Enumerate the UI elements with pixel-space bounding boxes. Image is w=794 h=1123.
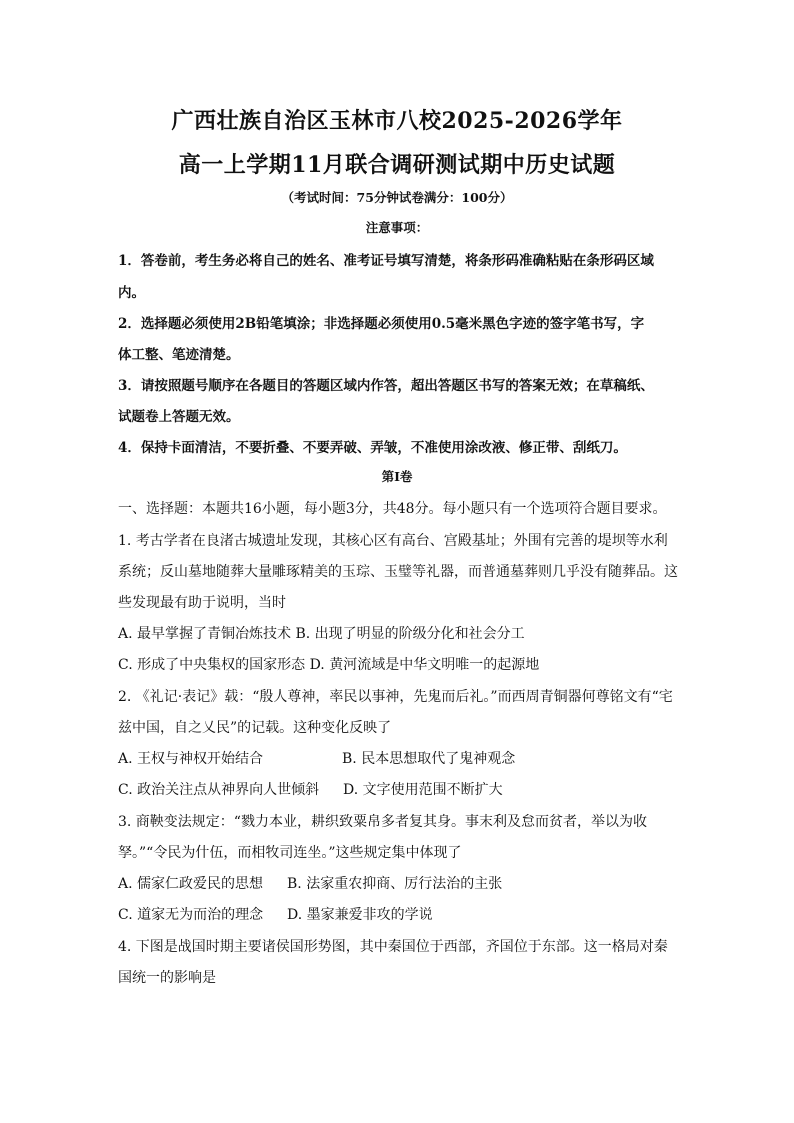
question-3-option-a: A. 儒家仁政爱民的思想 — [118, 876, 264, 892]
question-2-stem: 兹中国，自之乂民”的记载。这种变化反映了 — [118, 720, 392, 736]
section-instructions: 一、选择题：本题共16小题，每小题3分，共48分。每小题只有一个选项符合题目要求。 — [118, 501, 667, 517]
notice-heading: 注意事项： — [365, 220, 429, 235]
question-1-stem: 1. 考古学者在良渚古城遗址发现，其核心区有高台、宫殿基址；外围有完善的堤坝等水利 — [118, 533, 668, 549]
question-3-option-c: C. 道家无为而治的理念 — [118, 907, 264, 923]
question-4-stem: 4. 下图是战国时期主要诸侯国形势图，其中秦国位于西部，齐国位于东部。这一格局对秦 — [118, 939, 668, 955]
notice-line: 试题卷上答题无效。 — [118, 409, 240, 425]
question-2-option-c: C. 政治关注点从神界向人世倾斜 — [118, 782, 320, 798]
question-2-stem: 2. 《礼记·表记》载：“殷人尊神，率民以事神，先鬼而后礼。”而西周青铜器何尊铭文有“宅 — [118, 689, 673, 705]
notice-line: 1．答卷前，考生务必将自己的姓名、准考证号填写清楚，将条形码准确粘贴在条形码区域 — [118, 253, 654, 269]
question-1-stem: 些发现最有助于说明，当时 — [118, 595, 286, 611]
question-3-option-d: D. 墨家兼爱非攻的学说 — [287, 907, 433, 923]
notice-line: 体工整、笔迹清楚。 — [118, 347, 240, 363]
notice-line: 4．保持卡面清洁，不要折叠、不要弄破、弄皱，不准使用涂改液、修正带、刮纸刀。 — [118, 440, 627, 456]
question-3-stem: 孥。”“令民为什伍，而相牧司连坐。”这些规定集中体现了 — [118, 845, 462, 861]
notice-line: 内。 — [118, 285, 145, 301]
exam-title-line1: 广西壮族自治区玉林市八校2025-2026学年 — [171, 108, 623, 134]
exam-title-line2: 高一上学期11月联合调研测试期中历史试题 — [178, 152, 616, 178]
question-2-option-d: D. 文字使用范围不断扩大 — [343, 782, 503, 798]
exam-info: （考试时间：75分钟试卷满分：100分） — [281, 190, 513, 205]
question-3-option-b: B. 法家重农抑商、厉行法治的主张 — [287, 876, 503, 892]
question-3-stem: 3. 商鞅变法规定：“戮力本业，耕织致粟帛多者复其身。事末利及怠而贫者，举以为收 — [118, 814, 647, 830]
question-2-option-a: A. 王权与神权开始结合 — [118, 751, 264, 767]
volume-label: 第I卷 — [381, 469, 413, 484]
question-1-stem: 系统；反山墓地随葬大量雕琢精美的玉琮、玉璧等礼器，而普通墓葬则几乎没有随葬品。这 — [118, 564, 678, 580]
question-1-options: A. 最早掌握了青铜冶炼技术 B. 出现了明显的阶级分化和社会分工 — [118, 626, 525, 642]
question-4-stem: 国统一的影响是 — [118, 970, 216, 986]
question-2-option-b: B. 民本思想取代了鬼神观念 — [342, 751, 516, 767]
question-1-options: C. 形成了中央集权的国家形态 D. 黄河流域是中华文明唯一的起源地 — [118, 657, 540, 673]
notice-line: 2．选择题必须使用2B铅笔填涂；非选择题必须使用0.5毫米黑色字迹的签字笔书写，字 — [118, 316, 645, 332]
notice-line: 3．请按照题号顺序在各题目的答题区域内作答，超出答题区书写的答案无效；在草稿纸、 — [118, 378, 654, 394]
